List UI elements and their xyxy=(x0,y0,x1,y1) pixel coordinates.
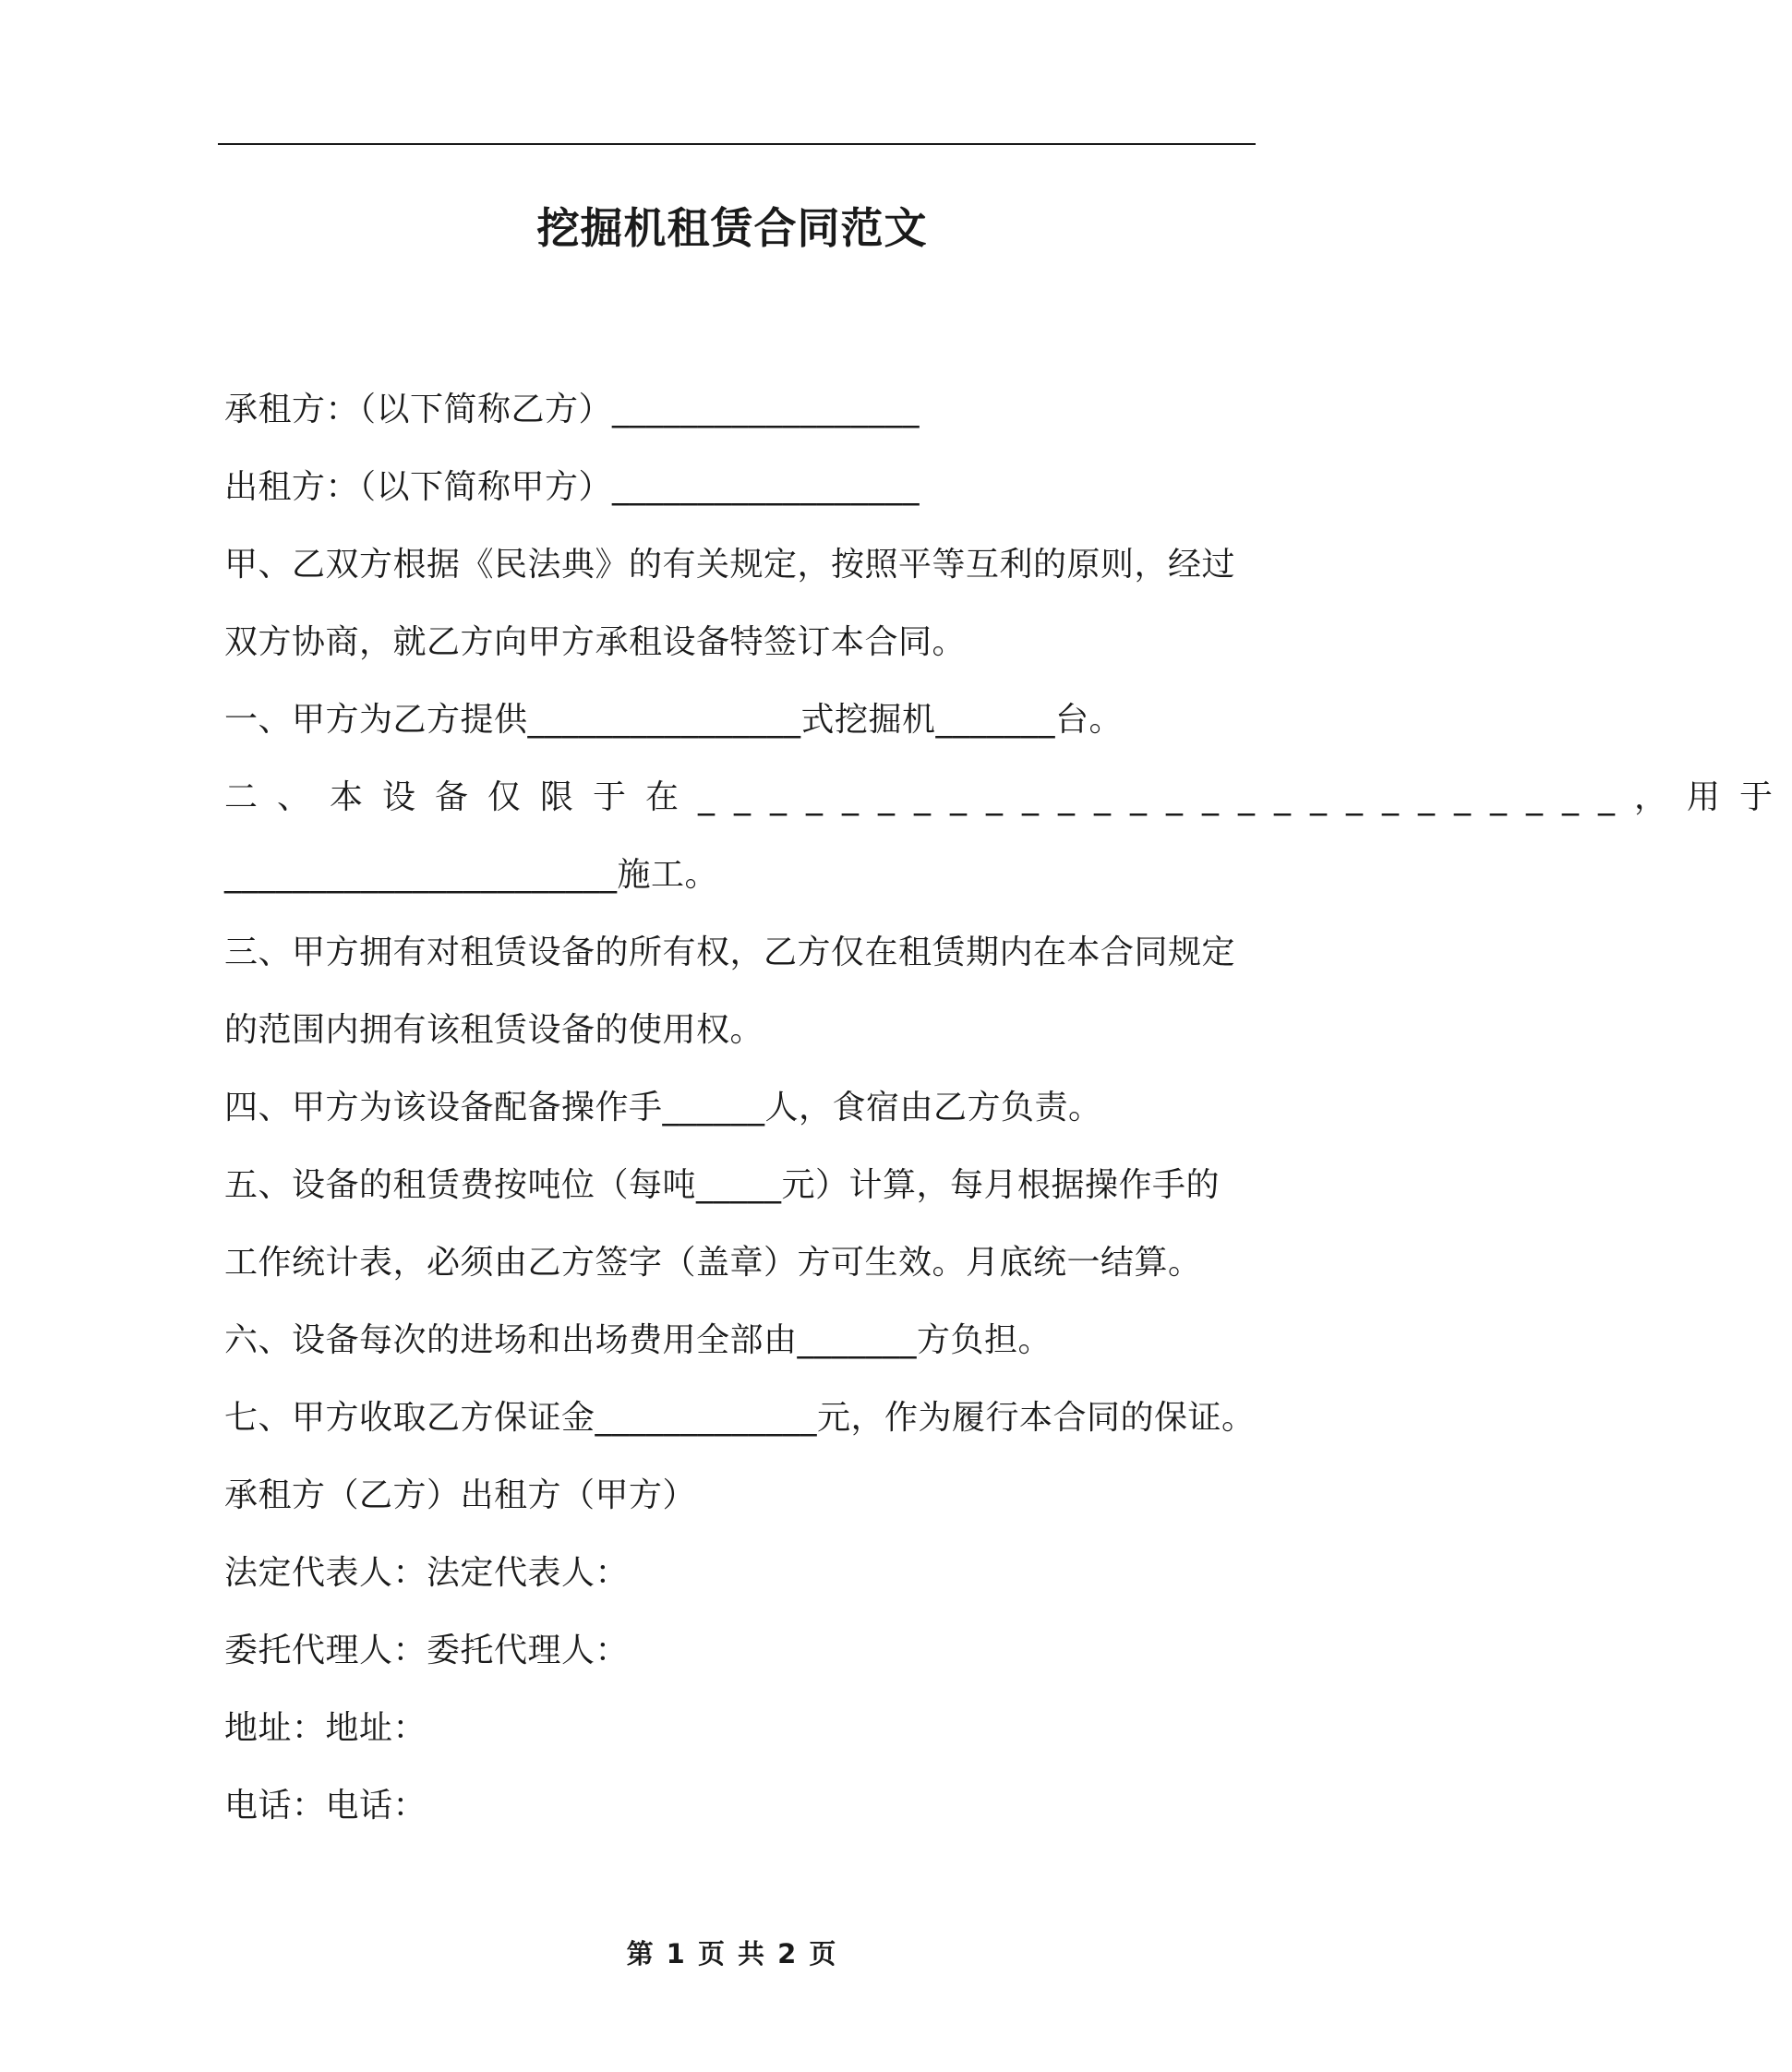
contract-body xyxy=(224,371,1792,1845)
preamble-line-2: 双方协商，就乙方向甲方承租设备特签订本合同。 xyxy=(224,623,967,661)
clause-5-line-1: 五、设备的租赁费按吨位（每吨_____元）计算，每月根据操作手的 xyxy=(224,1166,1221,1204)
header-rule xyxy=(218,143,1256,145)
clause-3-line-2: 的范围内拥有该租赁设备的使用权。 xyxy=(224,1011,764,1049)
clause-4: 四、甲方为该设备配备操作手______人，食宿由乙方负责。 xyxy=(224,1089,1102,1126)
signature-address: 地址：地址： xyxy=(224,1709,427,1747)
lessee-line: 承租方：（以下简称乙方）__________________ xyxy=(224,391,920,428)
clause-2-line-1: 二、本设备仅限于在__________________________，用于 xyxy=(224,778,1792,816)
page-footer: 第 1 页 共 2 页 xyxy=(626,1938,838,1970)
signature-parties: 承租方（乙方）出租方（甲方） xyxy=(224,1476,697,1514)
signature-phone: 电话：电话： xyxy=(224,1787,427,1825)
document-title: 挖掘机租赁合同范文 xyxy=(536,203,928,253)
signature-agent: 委托代理人：委托代理人： xyxy=(224,1632,630,1669)
clause-2-line-2: _______________________施工。 xyxy=(224,856,719,894)
preamble-line-1: 甲、乙双方根据《民法典》的有关规定，按照平等互利的原则，经过 xyxy=(224,546,1236,584)
lessor-line: 出租方：（以下简称甲方）__________________ xyxy=(224,468,920,506)
signature-legal-rep: 法定代表人：法定代表人： xyxy=(224,1554,630,1592)
clause-3-line-1: 三、甲方拥有对租赁设备的所有权，乙方仅在租赁期内在本合同规定 xyxy=(224,934,1236,971)
clause-1: 一、甲方为乙方提供________________式挖掘机_______台。 xyxy=(224,701,1124,739)
clause-7: 七、甲方收取乙方保证金_____________元，作为履行本合同的保证。 xyxy=(224,1399,1256,1437)
clause-6: 六、设备每次的进场和出场费用全部由_______方负担。 xyxy=(224,1321,1052,1359)
clause-5-line-2: 工作统计表，必须由乙方签字（盖章）方可生效。月底统一结算。 xyxy=(224,1244,1202,1282)
